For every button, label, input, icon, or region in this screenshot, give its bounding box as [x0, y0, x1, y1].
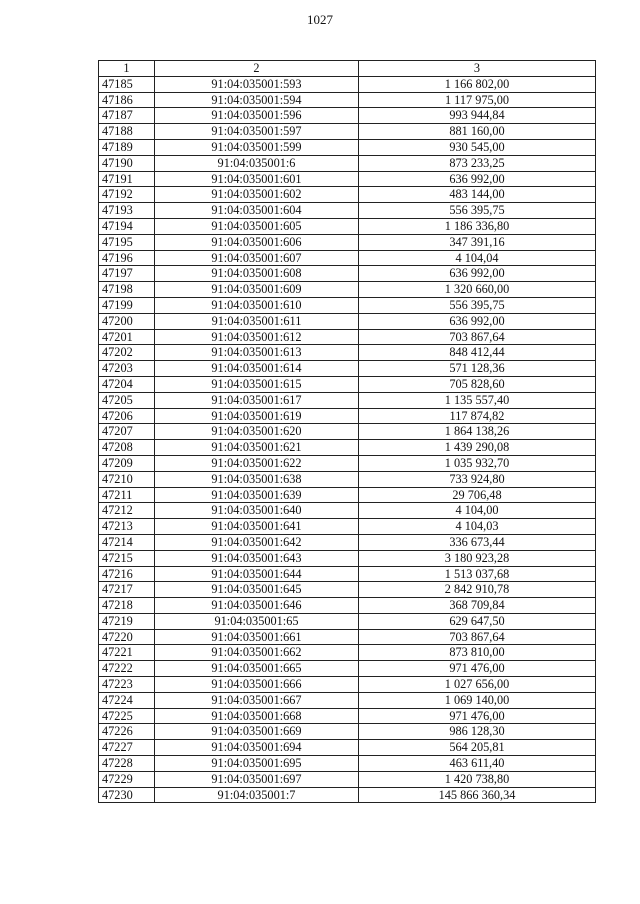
value-cell: 483 144,00	[359, 187, 596, 203]
cadastral-number-cell: 91:04:035001:661	[155, 629, 359, 645]
table-row	[99, 218, 596, 234]
value-cell: 4 104,04	[359, 250, 596, 266]
cadastral-number-cell: 91:04:035001:599	[155, 139, 359, 155]
cadastral-number-cell: 91:04:035001:639	[155, 487, 359, 503]
row-number-cell: 47221	[99, 645, 155, 661]
table-row	[99, 203, 596, 219]
cadastral-number-cell: 91:04:035001:6	[155, 155, 359, 171]
table-row	[99, 124, 596, 140]
table-body	[99, 76, 596, 803]
table-row	[99, 771, 596, 787]
row-number-cell: 47216	[99, 566, 155, 582]
table-row	[99, 534, 596, 550]
cadastral-number-cell: 91:04:035001:621	[155, 440, 359, 456]
cadastral-number-cell: 91:04:035001:614	[155, 361, 359, 377]
row-number-cell: 47222	[99, 661, 155, 677]
value-cell: 930 545,00	[359, 139, 596, 155]
value-cell: 971 476,00	[359, 661, 596, 677]
row-number-cell: 47189	[99, 139, 155, 155]
value-cell: 1 513 037,68	[359, 566, 596, 582]
row-number-cell: 47191	[99, 171, 155, 187]
value-cell: 1 320 660,00	[359, 282, 596, 298]
row-number-cell: 47227	[99, 740, 155, 756]
value-cell: 29 706,48	[359, 487, 596, 503]
cadastral-number-cell: 91:04:035001:668	[155, 708, 359, 724]
table-row	[99, 471, 596, 487]
table-row	[99, 740, 596, 756]
row-number-cell: 47211	[99, 487, 155, 503]
row-number-cell: 47206	[99, 408, 155, 424]
table-row	[99, 376, 596, 392]
cadastral-number-cell: 91:04:035001:640	[155, 503, 359, 519]
row-number-cell: 47223	[99, 677, 155, 693]
row-number-cell: 47187	[99, 108, 155, 124]
column-header-3: 3	[359, 61, 596, 77]
row-number-cell: 47214	[99, 534, 155, 550]
value-cell: 629 647,50	[359, 613, 596, 629]
value-cell: 145 866 360,34	[359, 787, 596, 803]
value-cell: 971 476,00	[359, 708, 596, 724]
value-cell: 636 992,00	[359, 171, 596, 187]
row-number-cell: 47207	[99, 424, 155, 440]
cadastral-number-cell: 91:04:035001:606	[155, 234, 359, 250]
value-cell: 986 128,30	[359, 724, 596, 740]
value-cell: 1 035 932,70	[359, 455, 596, 471]
value-cell: 1 166 802,00	[359, 76, 596, 92]
table-row	[99, 408, 596, 424]
value-cell: 347 391,16	[359, 234, 596, 250]
table-row	[99, 282, 596, 298]
column-header-1: 1	[99, 61, 155, 77]
table-row	[99, 582, 596, 598]
cadastral-number-cell: 91:04:035001:601	[155, 171, 359, 187]
cadastral-number-cell: 91:04:035001:669	[155, 724, 359, 740]
cadastral-number-cell: 91:04:035001:619	[155, 408, 359, 424]
value-cell: 3 180 923,28	[359, 550, 596, 566]
cadastral-number-cell: 91:04:035001:596	[155, 108, 359, 124]
value-cell: 463 611,40	[359, 756, 596, 772]
registry-table	[98, 60, 596, 803]
table-row	[99, 677, 596, 693]
cadastral-number-cell: 91:04:035001:608	[155, 266, 359, 282]
row-number-cell: 47196	[99, 250, 155, 266]
row-number-cell: 47215	[99, 550, 155, 566]
table-row	[99, 139, 596, 155]
cadastral-number-cell: 91:04:035001:604	[155, 203, 359, 219]
table-row	[99, 661, 596, 677]
table-row	[99, 598, 596, 614]
table-row	[99, 424, 596, 440]
cadastral-number-cell: 91:04:035001:613	[155, 345, 359, 361]
table-row	[99, 708, 596, 724]
column-header-2: 2	[155, 61, 359, 77]
value-cell: 1 027 656,00	[359, 677, 596, 693]
value-cell: 336 673,44	[359, 534, 596, 550]
row-number-cell: 47185	[99, 76, 155, 92]
value-cell: 1 069 140,00	[359, 692, 596, 708]
cadastral-number-cell: 91:04:035001:610	[155, 297, 359, 313]
cadastral-number-cell: 91:04:035001:607	[155, 250, 359, 266]
table-row	[99, 329, 596, 345]
value-cell: 1 117 975,00	[359, 92, 596, 108]
row-number-cell: 47190	[99, 155, 155, 171]
cadastral-number-cell: 91:04:035001:605	[155, 218, 359, 234]
cadastral-number-cell: 91:04:035001:662	[155, 645, 359, 661]
row-number-cell: 47195	[99, 234, 155, 250]
row-number-cell: 47220	[99, 629, 155, 645]
row-number-cell: 47225	[99, 708, 155, 724]
row-number-cell: 47213	[99, 519, 155, 535]
table-row	[99, 361, 596, 377]
row-number-cell: 47197	[99, 266, 155, 282]
table-row	[99, 345, 596, 361]
row-number-cell: 47198	[99, 282, 155, 298]
cadastral-number-cell: 91:04:035001:65	[155, 613, 359, 629]
table-row	[99, 724, 596, 740]
row-number-cell: 47226	[99, 724, 155, 740]
row-number-cell: 47205	[99, 392, 155, 408]
row-number-cell: 47224	[99, 692, 155, 708]
row-number-cell: 47219	[99, 613, 155, 629]
table-row	[99, 455, 596, 471]
row-number-cell: 47210	[99, 471, 155, 487]
table-row	[99, 519, 596, 535]
cadastral-number-cell: 91:04:035001:695	[155, 756, 359, 772]
table-row	[99, 550, 596, 566]
value-cell: 1 186 336,80	[359, 218, 596, 234]
row-number-cell: 47208	[99, 440, 155, 456]
value-cell: 2 842 910,78	[359, 582, 596, 598]
cadastral-number-cell: 91:04:035001:641	[155, 519, 359, 535]
table-row	[99, 250, 596, 266]
cadastral-number-cell: 91:04:035001:7	[155, 787, 359, 803]
table-row	[99, 613, 596, 629]
table-row	[99, 503, 596, 519]
table-row	[99, 487, 596, 503]
table-row	[99, 692, 596, 708]
table-row	[99, 313, 596, 329]
cadastral-number-cell: 91:04:035001:697	[155, 771, 359, 787]
row-number-cell: 47217	[99, 582, 155, 598]
value-cell: 993 944,84	[359, 108, 596, 124]
row-number-cell: 47203	[99, 361, 155, 377]
value-cell: 564 205,81	[359, 740, 596, 756]
table-row	[99, 297, 596, 313]
value-cell: 556 395,75	[359, 203, 596, 219]
row-number-cell: 47229	[99, 771, 155, 787]
cadastral-number-cell: 91:04:035001:617	[155, 392, 359, 408]
table-row	[99, 756, 596, 772]
table-header-row	[99, 61, 596, 77]
row-number-cell: 47199	[99, 297, 155, 313]
cadastral-number-cell: 91:04:035001:612	[155, 329, 359, 345]
value-cell: 873 233,25	[359, 155, 596, 171]
row-number-cell: 47200	[99, 313, 155, 329]
row-number-cell: 47212	[99, 503, 155, 519]
value-cell: 873 810,00	[359, 645, 596, 661]
cadastral-number-cell: 91:04:035001:622	[155, 455, 359, 471]
cadastral-number-cell: 91:04:035001:620	[155, 424, 359, 440]
cadastral-number-cell: 91:04:035001:667	[155, 692, 359, 708]
row-number-cell: 47230	[99, 787, 155, 803]
table-row	[99, 566, 596, 582]
value-cell: 4 104,00	[359, 503, 596, 519]
value-cell: 1 864 138,26	[359, 424, 596, 440]
row-number-cell: 47218	[99, 598, 155, 614]
value-cell: 848 412,44	[359, 345, 596, 361]
value-cell: 703 867,64	[359, 629, 596, 645]
cadastral-number-cell: 91:04:035001:594	[155, 92, 359, 108]
row-number-cell: 47192	[99, 187, 155, 203]
table-row	[99, 440, 596, 456]
cadastral-number-cell: 91:04:035001:644	[155, 566, 359, 582]
value-cell: 705 828,60	[359, 376, 596, 392]
row-number-cell: 47202	[99, 345, 155, 361]
cadastral-number-cell: 91:04:035001:638	[155, 471, 359, 487]
value-cell: 881 160,00	[359, 124, 596, 140]
cadastral-number-cell: 91:04:035001:666	[155, 677, 359, 693]
cadastral-number-cell: 91:04:035001:643	[155, 550, 359, 566]
table-row	[99, 645, 596, 661]
cadastral-number-cell: 91:04:035001:665	[155, 661, 359, 677]
row-number-cell: 47188	[99, 124, 155, 140]
value-cell: 117 874,82	[359, 408, 596, 424]
cadastral-number-cell: 91:04:035001:597	[155, 124, 359, 140]
table-row	[99, 266, 596, 282]
table-row	[99, 92, 596, 108]
row-number-cell: 47186	[99, 92, 155, 108]
table-row	[99, 787, 596, 803]
row-number-cell: 47193	[99, 203, 155, 219]
row-number-cell: 47194	[99, 218, 155, 234]
value-cell: 733 924,80	[359, 471, 596, 487]
cadastral-number-cell: 91:04:035001:694	[155, 740, 359, 756]
cadastral-number-cell: 91:04:035001:646	[155, 598, 359, 614]
row-number-cell: 47201	[99, 329, 155, 345]
value-cell: 368 709,84	[359, 598, 596, 614]
cadastral-number-cell: 91:04:035001:642	[155, 534, 359, 550]
value-cell: 556 395,75	[359, 297, 596, 313]
value-cell: 1 439 290,08	[359, 440, 596, 456]
table-row	[99, 155, 596, 171]
value-cell: 636 992,00	[359, 313, 596, 329]
table-row	[99, 629, 596, 645]
table-row	[99, 392, 596, 408]
cadastral-number-cell: 91:04:035001:593	[155, 76, 359, 92]
cadastral-number-cell: 91:04:035001:602	[155, 187, 359, 203]
cadastral-number-cell: 91:04:035001:645	[155, 582, 359, 598]
table-row	[99, 234, 596, 250]
value-cell: 1 135 557,40	[359, 392, 596, 408]
row-number-cell: 47209	[99, 455, 155, 471]
value-cell: 703 867,64	[359, 329, 596, 345]
value-cell: 1 420 738,80	[359, 771, 596, 787]
value-cell: 4 104,03	[359, 519, 596, 535]
value-cell: 571 128,36	[359, 361, 596, 377]
page-number: 1027	[307, 12, 333, 27]
value-cell: 636 992,00	[359, 266, 596, 282]
cadastral-number-cell: 91:04:035001:611	[155, 313, 359, 329]
table-row	[99, 108, 596, 124]
cadastral-number-cell: 91:04:035001:615	[155, 376, 359, 392]
row-number-cell: 47204	[99, 376, 155, 392]
cadastral-number-cell: 91:04:035001:609	[155, 282, 359, 298]
table-row	[99, 187, 596, 203]
row-number-cell: 47228	[99, 756, 155, 772]
table-row	[99, 171, 596, 187]
table-row	[99, 76, 596, 92]
